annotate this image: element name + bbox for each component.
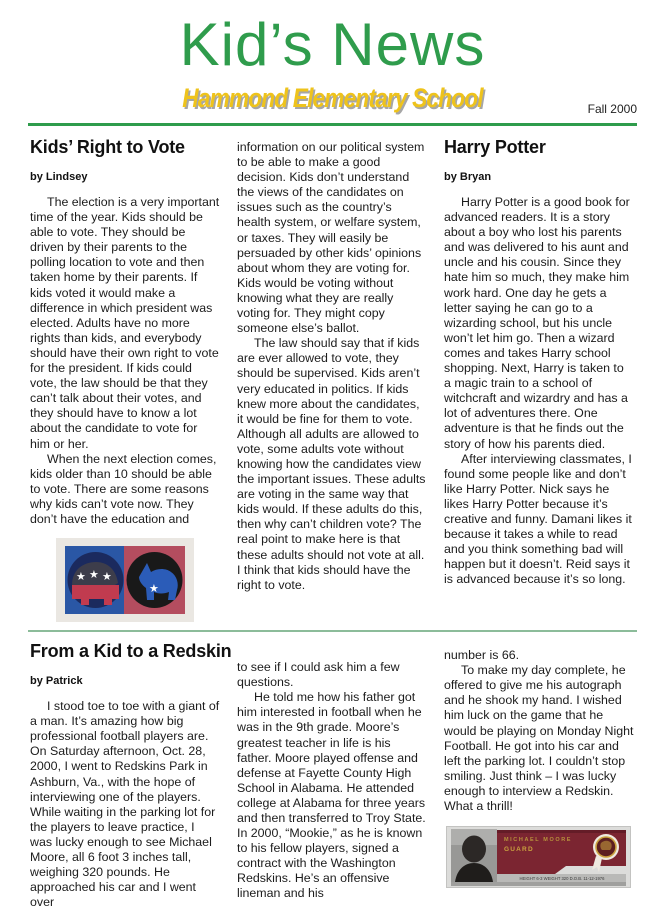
redskin-article-title: From a Kid to a Redskin [30, 641, 232, 662]
republican-elephant-icon [65, 546, 126, 614]
redskin-article-body-col1 [30, 699, 220, 910]
vote-article-body-col2 [237, 137, 427, 593]
masthead-subrow [0, 82, 665, 116]
harry-article-body [444, 195, 634, 587]
article-paragraph: The election is a very important time of the year. Kids should be able to vote. They should be driven by their parents to the polling location to vote and then taken home by their parents. If kids voted it would make a difference in which president was elected. Adults have no more rights than kids, and everybody should have their own right to vote for the president. If kids could vote, the law should be that they can’t talk about their votes, and they should have to know a lot about the candidate to vote for him or her. [30, 195, 220, 451]
card-player-name: MICHAEL MOORE [504, 837, 573, 844]
harry-byline: by Bryan [444, 171, 492, 183]
redskin-article-body-col2 [237, 660, 427, 902]
article-paragraph: To make my day complete, he offered to give me his autograph and he shook my hand. I wished him luck on the game that he would be playing on Monday Night Football. He got into his car and left the parking lot. I couldn’t stop smiling. Just think – I was lucky enough to interview a Redskin. What a thrill! [444, 663, 634, 813]
article-paragraph: Harry Potter is a good book for advanced readers. It is a story about a boy who lost his parents and was delivered to his aunt and uncle and his cousin. Since they hate him so much, they make him work hard. One day he gets a letter saying he can go to a wizarding school, but his uncle won’t let him go. Then a wizard comes and takes Harry school shopping. Next, Harry is taken to a magic train to a school of witchcraft and wizardry and has a lot of adventures there. One adventure is that he finds out the story of how his parents died. [444, 195, 630, 451]
svg-text:★: ★ [89, 569, 99, 582]
political-party-logos-image [56, 538, 194, 622]
svg-text:★: ★ [149, 583, 159, 596]
article-paragraph: number is 66. [444, 648, 520, 663]
article-paragraph: I stood toe to toe with a giant of a man. It’s amazing how big professional football players are. On Saturday afternoon, Oct. 28, 2000, I went to Redskins Park in Ashburn, Va., with the hope of interviewing one of the players. While waiting in the parking lot for the players to leave practice, I was lucky enough to see Michael Moore, all 6 foot 3 inches tall, weighing 320 pounds. He approached his car and I went over [30, 699, 220, 910]
article-paragraph: to see if I could ask him a few questions. [237, 660, 400, 690]
card-stats-line: HEIGHT 6-3 WEIGHT 320 D.O.B. 11-12-1976 [519, 876, 605, 882]
democratic-donkey-icon [124, 546, 185, 614]
column-harry-potter [444, 137, 634, 622]
football-trading-card-image [446, 826, 631, 888]
column-redskin-part1 [30, 641, 232, 910]
vote-byline: by Lindsey [30, 171, 88, 183]
vote-article-title: Kids’ Right to Vote [30, 137, 185, 157]
article-paragraph: The law should say that if kids are ever allowed to vote, they should be supervised. Kids aren’t very educated in politics. If kids knew more about the candidates, it would be fine for them to vote. Although all adults are allowed to vote, some adults vote without knowing how the candidates view the important issues. These adults are voting in the same way that kids would. If these adults do this, then why can’t children vote? The real point to make here is that these adults should not vote at all. I think that kids should have the right to vote. [237, 336, 426, 592]
article-paragraph: When the next election comes, kids older than 10 should be able to vote. There are some reasons why kids can’t vote now. They don’t have the education and [30, 451, 217, 526]
player-photo [451, 829, 497, 882]
school-name: Hammond Elementary School [182, 83, 483, 113]
top-articles-section [0, 126, 665, 622]
newsletter-title: Kid’s News [179, 11, 486, 78]
redskin-article-body-col3 [444, 648, 634, 814]
column-vote-part1 [30, 137, 220, 622]
column-redskin-part2 [237, 641, 427, 910]
harry-article-title: Harry Potter [444, 137, 546, 157]
redskin-byline: by Patrick [30, 675, 83, 688]
article-paragraph: After interviewing classmates, I found some people like and don’t like Harry Potter. Nick says he likes Harry Potter because it’s creative and funny. Damani likes it because it takes a while to read and you think something bad will happen but it doesn’t. Reid says it is advanced because it’s so long. [444, 451, 632, 587]
vote-article-body-col1 [30, 195, 220, 527]
card-position-label: GUARD [504, 846, 534, 854]
issue-date: Fall 2000 [587, 102, 637, 116]
column-redskin-part3 [444, 641, 634, 910]
masthead [0, 0, 665, 126]
column-vote-part2 [237, 137, 427, 622]
svg-text:★: ★ [76, 571, 86, 584]
article-paragraph: information on our political system to be able to make a good decision. Kids don’t understand the views of the candidates on issues such as the country’s health system, or welfare system, or taxes. They will easily be persuaded by other kids’ opinions about whom they are voting for. Kids would be voting without knowing what they are really voting for. They might copy someone else’s ballot. [237, 140, 425, 336]
bottom-article-section [0, 632, 665, 910]
article-paragraph: He told me how his father got him interested in football when he was in the 9th grade. Moore’s greatest teacher in life is his father. Moore played offense and defense at Fayette County High School in Alabama. He attended college at Alabama for three years and then transferred to Troy State. In 2000, “Mookie,” as he is known to his fellow players, signed a contract with the Washington Redskins. He’s an offensive lineman and his [237, 690, 426, 901]
svg-text:★: ★ [102, 571, 112, 584]
